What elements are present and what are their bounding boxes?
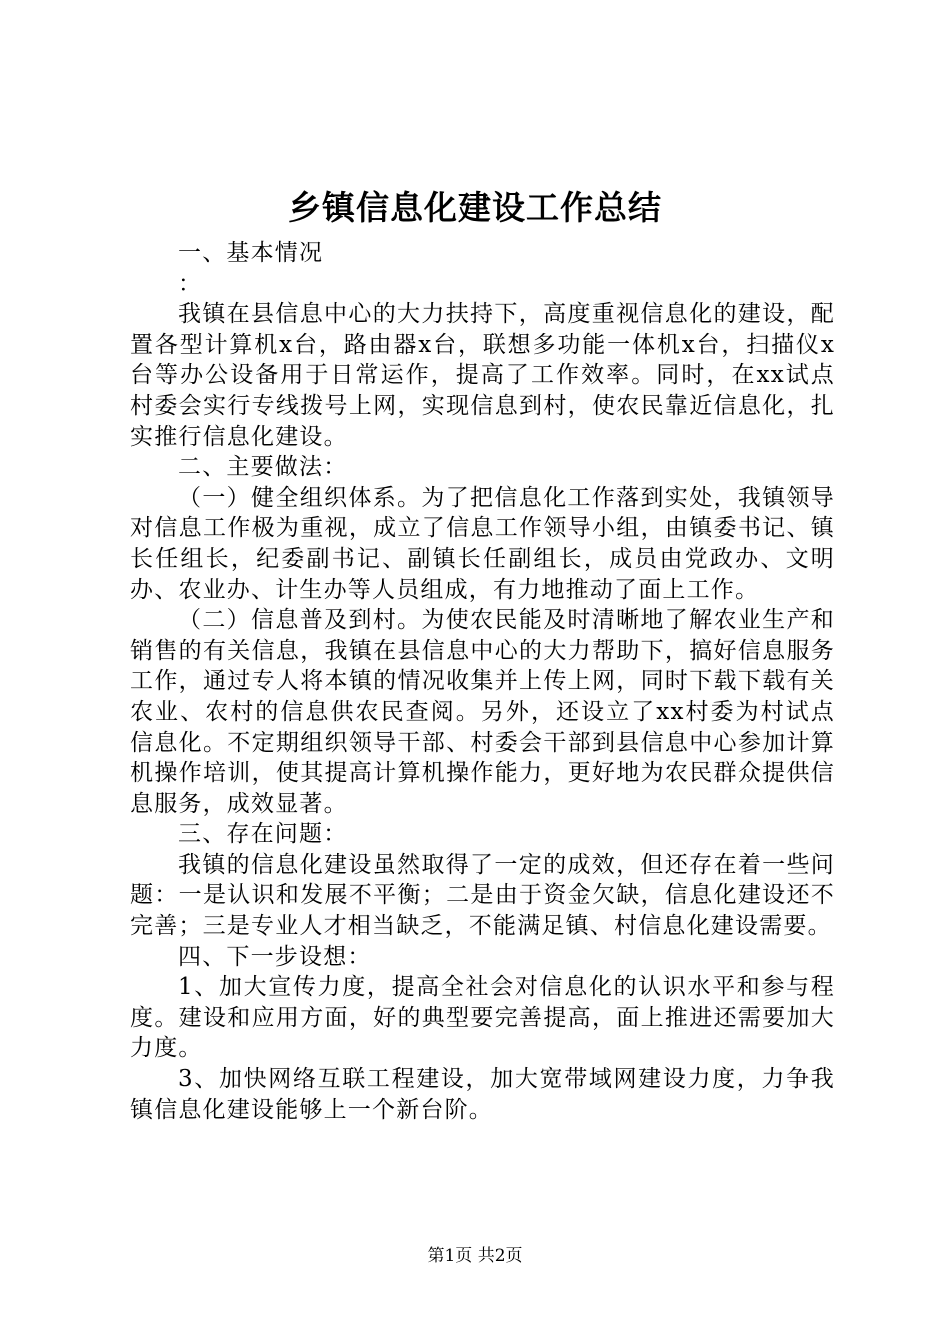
section-heading-problems: 三、存在问题： (178, 821, 348, 848)
paragraph-problems: 我镇的信息化建设虽然取得了一定的成效，但还存在着一些问题：一是认识和发展不平衡；二是由于资金欠缺，信息化建设还不完善；三是专业人才相当缺乏，不能满足镇、村信息化建设需要。 (130, 851, 835, 940)
document-body (130, 238, 835, 1125)
paragraph-next-step-3: 3、加快网络互联工程建设，加大宽带域网建设力度，力争我镇信息化建设能够上一个新台阶。 (130, 1066, 835, 1123)
stray-colon: ： (178, 270, 203, 297)
section-heading-next-steps: 四、下一步设想： (178, 943, 372, 970)
paragraph-info-to-village: （二）信息普及到村。为使农民能及时清晰地了解农业生产和销售的有关信息，我镇在县信息中心的大力帮助下，搞好信息服务工作，通过专人将本镇的情况收集并上传上网，同时下载下载有关农业、农村的信息供农民查阅。另外，还设立了xx村委为村试点信息化。不定期组织领导干部、村委会干部到县信息中心参加计算机操作培训，使其提高计算机操作能力，更好地为农民群众提供信息服务，成效显著。 (130, 607, 835, 817)
paragraph-next-step-1: 1、加大宣传力度，提高全社会对信息化的认识水平和参与程度。建设和应用方面，好的典型要完善提高，面上推进还需要加大力度。 (130, 974, 835, 1062)
document-title: 乡镇信息化建设工作总结 (288, 188, 662, 227)
page-number-footer: 第1页 共2页 (427, 1246, 523, 1266)
section-heading-basic-situation: 一、基本情况 (178, 240, 324, 266)
paragraph-basic-situation: 我镇在县信息中心的大力扶持下，高度重视信息化的建设，配置各型计算机x台，路由器x台，联想多功能一体机x台，扫描仪x台等办公设备用于日常运作，提高了工作效率。同时，在xx试点村委会实行专线拨号上网，实现信息到村，使农民靠近信息化，扎实推行信息化建设。 (130, 301, 835, 450)
section-heading-main-practices: 二、主要做法： (178, 454, 348, 481)
paragraph-organization-system: （一）健全组织体系。为了把信息化工作落到实处，我镇领导对信息工作极为重视，成立了信息工作领导小组，由镇委书记、镇长任组长，纪委副书记、副镇长任副组长，成员由党政办、文明办、农业办、计生办等人员组成，有力地推动了面上工作。 (130, 484, 835, 603)
